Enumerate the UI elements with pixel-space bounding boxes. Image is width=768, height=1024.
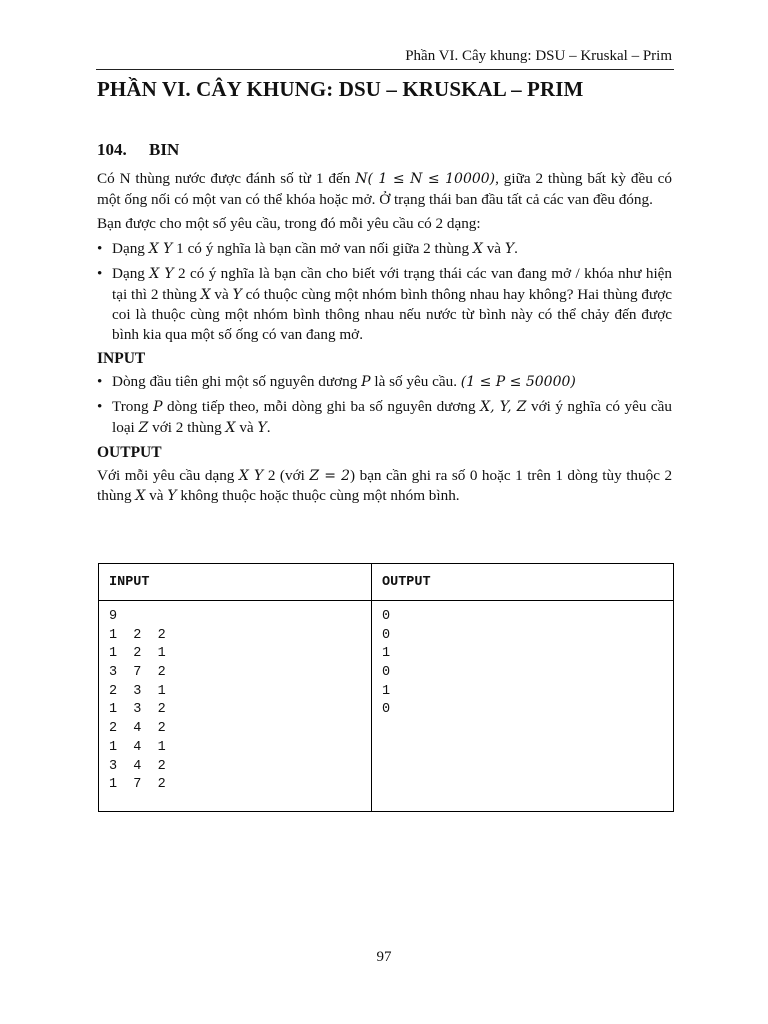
problem-number: 104.: [97, 140, 127, 159]
list-item: [97, 239, 672, 260]
header-rule: [96, 69, 674, 70]
math-xy: X Y: [238, 467, 264, 484]
text-run: Trong: [112, 398, 149, 415]
math-x: X: [472, 240, 483, 257]
math-x: X: [225, 419, 236, 436]
input-column-header: INPUT: [99, 564, 372, 601]
math-xyz: X, Y, Z: [480, 399, 527, 415]
text-run: .: [514, 239, 518, 257]
input-line: 1 4 1: [109, 739, 166, 755]
math-x: X: [200, 286, 211, 303]
problem-title: [97, 140, 179, 160]
text-run: Dạng: [112, 265, 145, 282]
text-run: 2 (với: [267, 466, 305, 484]
input-line: 1 7 2: [109, 777, 166, 793]
text-run: 1 có ý nghĩa là bạn cần mở van nối giữa 2 thùng: [176, 239, 470, 257]
text-run: với ý nghĩa có yêu cầu loại: [112, 398, 672, 436]
math-y: Y: [232, 286, 242, 303]
output-line: 0: [382, 627, 391, 643]
text-run: có thuộc cùng một nhóm bình thông nhau hay không? Hai thùng được coi là thuộc cùng một nhóm bình thông nhau nếu nước từ bình này có thể chảy đến được bình kia qua một số ống có van đang mở.: [112, 285, 673, 343]
output-line: 0: [382, 609, 391, 624]
statement-paragraph-2: Bạn được cho một số yêu cầu, trong đó mỗi yêu cầu có 2 dạng:: [97, 215, 481, 232]
text-run: Dạng: [112, 239, 145, 257]
text-run: và: [149, 487, 164, 504]
running-header: Phần VI. Cây khung: DSU – Kruskal – Prim: [405, 48, 672, 64]
math-y: Y: [504, 240, 515, 257]
example-table: [98, 563, 674, 812]
math-z: Z: [138, 419, 149, 436]
sample-input-cell: [99, 601, 372, 812]
input-line: 3 7 2: [109, 665, 166, 681]
list-item: [97, 372, 672, 393]
list-item: [97, 397, 672, 438]
list-item: [97, 264, 672, 344]
text-run: không thuộc hoặc thuộc cùng một nhóm bình.: [180, 487, 460, 504]
input-line: 1 2 1: [109, 646, 166, 662]
output-column-header: OUTPUT: [372, 564, 674, 601]
math-p-range: (1 ≤ P ≤ 50000): [460, 373, 576, 390]
math-xy: X Y: [149, 266, 174, 282]
text-run: với 2 thùng: [152, 418, 222, 436]
text-run: Dòng đầu tiên ghi một số nguyên dương: [112, 372, 358, 390]
output-paragraph: [97, 466, 672, 507]
text-run: và: [239, 418, 254, 436]
request-types-list: [97, 239, 672, 345]
text-run: Với mỗi yêu cầu dạng: [97, 466, 235, 484]
text-run: và: [486, 239, 502, 257]
math-xy: X Y: [148, 240, 173, 257]
input-line: 2 4 2: [109, 721, 166, 737]
text-run: là số yêu cầu.: [374, 372, 457, 390]
text-run: , giữa 2 thùng bất kỳ đều có một ống nối có một van có thể khóa hoặc mở. Ở trạng thái ban đầu tất cả các van đều đóng.: [97, 170, 673, 208]
math-n-range: N( 1 ≤ N ≤ 10000): [355, 171, 496, 187]
input-line: 1 3 2: [109, 702, 166, 718]
input-line: 1 2 2: [109, 627, 166, 643]
text-run: dòng tiếp theo, mỗi dòng ghi ba số nguyên dương: [167, 398, 476, 415]
math-p: P: [361, 373, 371, 390]
math-y: Y: [167, 488, 177, 504]
input-line: 2 3 1: [109, 683, 166, 699]
input-heading: INPUT: [97, 350, 146, 367]
input-line: 3 4 2: [109, 758, 166, 774]
text-run: 2 có ý nghĩa là bạn cần cho biết với trạng thái các van đang mở / khóa như hiện tại thì 2 thùng: [112, 265, 673, 303]
input-line: 9: [109, 609, 118, 624]
example-table-header-row: [99, 564, 674, 601]
math-x: X: [135, 488, 146, 504]
output-line: 0: [382, 665, 391, 681]
output-line: 1: [382, 646, 391, 662]
text-run: và: [214, 285, 229, 303]
problem-name: BIN: [149, 140, 180, 159]
text-run: ) bạn cần ghi ra số 0 hoặc 1 trên 1 dòng tùy thuộc 2 thùng: [97, 466, 673, 504]
statement-paragraph-1: [97, 169, 672, 209]
math-y: Y: [257, 419, 267, 436]
math-p: P: [153, 399, 163, 415]
input-description-list: [97, 372, 672, 439]
output-line: 1: [382, 683, 391, 699]
page-number: 97: [376, 949, 392, 965]
math-z-eq: Z = 2: [309, 467, 351, 484]
problem-statement: [97, 169, 672, 512]
sample-output-cell: [372, 601, 674, 812]
output-heading: OUTPUT: [97, 444, 162, 461]
output-line: 0: [382, 702, 391, 718]
text-run: Có N thùng nước được đánh số từ 1 đến: [97, 170, 351, 187]
text-run: .: [266, 418, 271, 436]
example-table-body-row: [99, 601, 674, 812]
part-title: PHẦN VI. CÂY KHUNG: DSU – KRUSKAL – PRIM: [97, 77, 584, 101]
